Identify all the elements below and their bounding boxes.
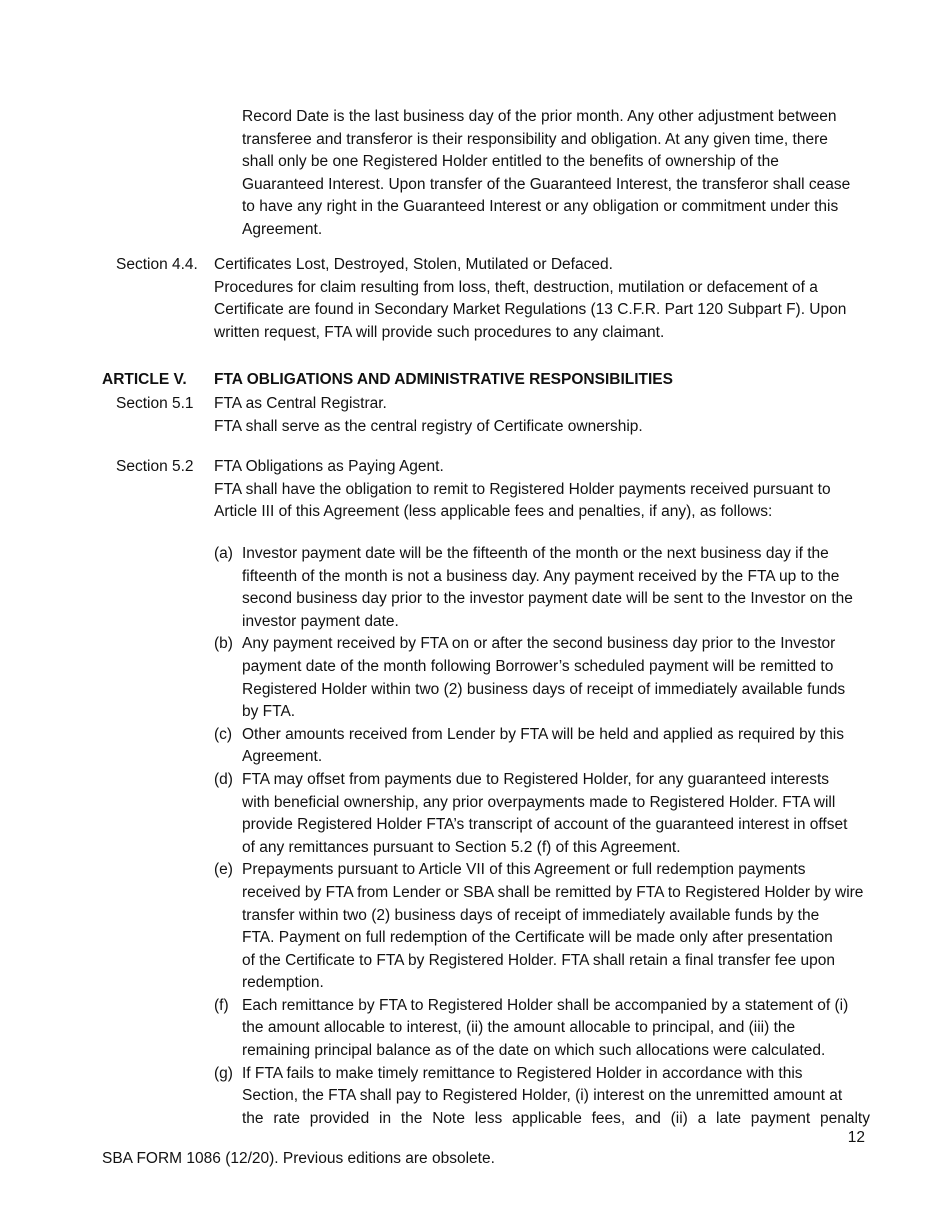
text-line: Any payment received by FTA on or after the second business day prior to the Investor [242,635,836,653]
text-line: remaining principal balance as of the date on which such allocations were calculated. [242,1042,826,1060]
list-item [214,633,870,723]
section-heading: Certificates Lost, Destroyed, Stolen, Mutilated or Defaced. [214,256,613,273]
text-line: Article III of this Agreement (less applicable fees and penalties, if any), as follows: [214,503,773,521]
list-item-text [242,995,870,1063]
text-line: transferee and transferor is their responsibility and obligation. At any given time, there [242,130,828,148]
text-line: the rate provided in the Note less applicable fees, and (ii) a late payment penalty [242,1109,870,1127]
list-item-text [242,859,870,995]
payment-obligations-list [214,543,870,1130]
text-line: investor payment date. [242,612,399,630]
list-item [214,995,870,1063]
text-line: fifteenth of the month is not a business day. Any payment received by the FTA up to the [242,567,840,585]
section-5-2-body [214,456,870,524]
page-number: 12 [847,1129,865,1146]
text-line: second business day prior to the investor payment date will be sent to the Investor on the [242,590,853,608]
text-line: payment date of the month following Borrower’s scheduled payment will be remitted to [242,657,834,675]
section-5-1-number: Section 5.1 [116,395,194,412]
continuation-paragraph [242,106,870,242]
list-item [214,859,870,995]
text-line: FTA shall serve as the central registry of Certificate ownership. [214,417,643,435]
text-line: shall only be one Registered Holder entitled to the benefits of ownership of the [242,153,779,171]
section-heading: FTA as Central Registrar. [214,395,387,412]
list-item [214,724,870,769]
text-line: of the Certificate to FTA by Registered Holder. FTA shall retain a final transfer fee upon [242,951,836,969]
text-line: by FTA. [242,703,296,721]
list-item [214,543,870,633]
list-item-label: (c) [214,725,233,743]
list-item [214,769,870,859]
list-item-label: (f) [214,996,229,1014]
section-4-4-number: Section 4.4. [116,256,198,273]
list-item-label: (d) [214,770,233,788]
list-item-label: (a) [214,545,233,562]
text-line: written request, FTA will provide such procedures to any claimant. [214,323,665,341]
text-line: Agreement. [242,748,323,766]
text-line: received by FTA from Lender or SBA shall be remitted by FTA to Registered Holder by wire [242,883,864,901]
text-line: of any remittances pursuant to Section 5.2 (f) of this Agreement. [242,838,681,856]
form-footer: SBA FORM 1086 (12/20). Previous editions are obsolete. [102,1150,495,1167]
text-line: redemption. [242,974,324,992]
text-line: Procedures for claim resulting from loss, theft, destruction, mutilation or defacement of a [214,278,818,296]
text-line: Prepayments pursuant to Article VII of this Agreement or full redemption payments [242,861,806,879]
section-5-2-number: Section 5.2 [116,458,194,475]
text-line: with beneficial ownership, any prior overpayments made to Registered Holder. FTA will [242,793,836,811]
text-line: Each remittance by FTA to Registered Holder shall be accompanied by a statement of (i) [242,996,849,1014]
text-line: Investor payment date will be the fifteenth of the month or the next business day if the [242,545,829,562]
list-item-label: (e) [214,861,233,879]
text-line: to have any right in the Guaranteed Interest or any obligation or commitment under this [242,198,839,216]
list-item [214,1063,870,1131]
text-line: provide Registered Holder FTA’s transcript of account of the guaranteed interest in offset [242,816,848,834]
text-line: the amount allocable to interest, (ii) the amount allocable to principal, and (iii) the [242,1019,796,1037]
list-item-text [242,633,870,723]
section-4-4-body [214,254,870,344]
text-line: Record Date is the last business day of the prior month. Any other adjustment between [242,108,837,125]
text-line: If FTA fails to make timely remittance to Registered Holder in accordance with this [242,1064,803,1082]
text-line: FTA may offset from payments due to Registered Holder, for any guaranteed interests [242,770,830,788]
list-item-text [242,769,870,859]
list-item-text [242,1063,870,1131]
text-line: Agreement. [242,220,323,238]
text-line: FTA. Payment on full redemption of the Certificate will be made only after presentation [242,929,833,947]
list-item-label: (b) [214,635,233,653]
text-line: transfer within two (2) business days of receipt of immediately available funds by the [242,906,820,924]
list-item-text [242,543,870,633]
article-title: FTA OBLIGATIONS AND ADMINISTRATIVE RESPONSIBILITIES [214,371,673,388]
section-heading: FTA Obligations as Paying Agent. [214,458,444,475]
list-item-label: (g) [214,1064,233,1082]
text-line: Registered Holder within two (2) business days of receipt of immediately available funds [242,680,846,698]
article-number: ARTICLE V. [102,371,187,388]
list-item-text [242,724,870,769]
text-line: Guaranteed Interest. Upon transfer of the Guaranteed Interest, the transferor shall cease [242,175,851,193]
text-line: Other amounts received from Lender by FTA will be held and applied as required by this [242,725,844,743]
text-line: FTA shall have the obligation to remit to Registered Holder payments received pursuant to [214,480,831,498]
text-line: Section, the FTA shall pay to Registered Holder, (i) interest on the unremitted amount at [242,1087,843,1105]
section-5-1-body [214,393,870,438]
text-line: Certificate are found in Secondary Market Regulations (13 C.F.R. Part 120 Subpart F). Upon [214,301,847,319]
